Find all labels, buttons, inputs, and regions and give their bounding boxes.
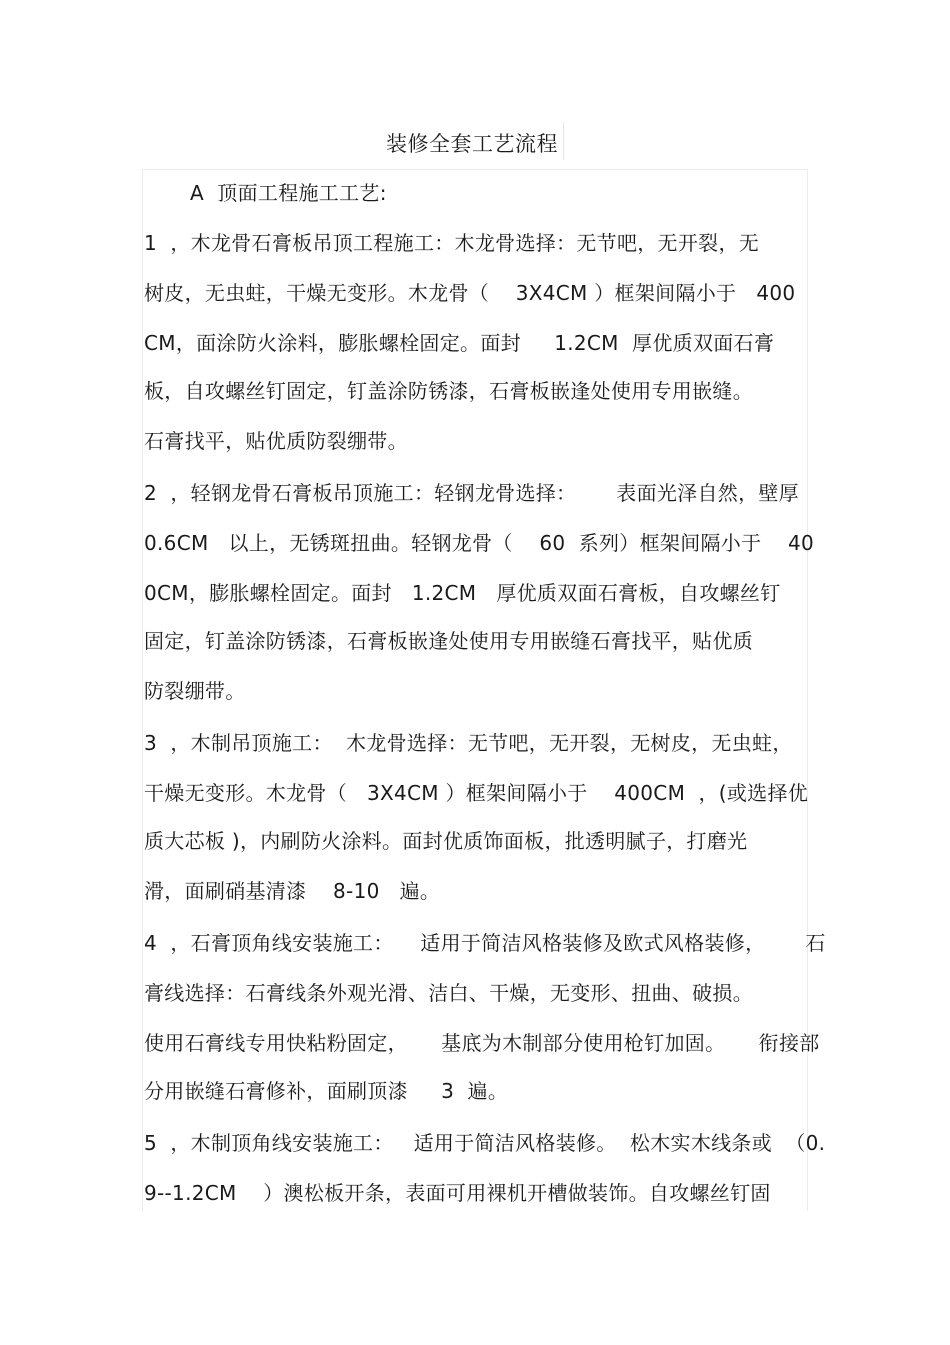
text-line: 使用石膏线专用快粘粉固定， 基底为木制部分使用枪钉加固。 衔接部 xyxy=(144,1031,820,1055)
text-line: 固定，钉盖涂防锈漆，石膏板嵌逢处使用专用嵌缝石膏找平，贴优质 xyxy=(144,629,753,653)
text-line: 2 ，轻钢龙骨石膏板吊顶施工：轻钢龙骨选择： 表面光泽自然，壁厚 xyxy=(144,481,799,505)
text-line: 树皮，无虫蛀，干燥无变形。木龙骨（ 3X4CM ）框架间隔小于 400 xyxy=(144,281,796,305)
title-divider xyxy=(563,122,564,160)
text-line: 9--1.2CM ）澳松板开条，表面可用裸机开槽做装饰。自攻螺丝钉固 xyxy=(144,1181,771,1205)
content-frame-top xyxy=(142,169,808,170)
document-title: 装修全套工艺流程 xyxy=(386,132,558,156)
text-line: 滑，面刷硝基清漆 8-10 遍。 xyxy=(144,879,441,903)
text-line: 质大芯板 )，内刷防火涂料。面封优质饰面板，批透明腻子，打磨光 xyxy=(144,829,748,853)
text-line: 4 ，石膏顶角线安装施工： 适用于简洁风格装修及欧式风格装修， 石 xyxy=(144,931,826,955)
section-heading: A 顶面工程施工工艺: xyxy=(190,181,387,205)
text-line: CM，面涂防火涂料，膨胀螺栓固定。面封 1.2CM 厚优质双面石膏 xyxy=(144,331,775,355)
text-line: 3 ，木制吊顶施工： 木龙骨选择：无节吧，无开裂，无树皮，无虫蛀， xyxy=(144,731,793,755)
text-line: 干燥无变形。木龙骨（ 3X4CM ）框架间隔小于 400CM ，(或选择优 xyxy=(144,781,809,805)
text-line: 板，自攻螺丝钉固定，钉盖涂防锈漆，石膏板嵌逢处使用专用嵌缝。 xyxy=(144,379,753,403)
text-line: 石膏找平，贴优质防裂绷带。 xyxy=(144,429,408,453)
text-line: 1 ，木龙骨石膏板吊顶工程施工：木龙骨选择：无节吧，无开裂，无 xyxy=(144,231,760,255)
text-line: 0CM，膨胀螺栓固定。面封 1.2CM 厚优质双面石膏板，自攻螺丝钉 xyxy=(144,581,781,605)
text-line: 防裂绷带。 xyxy=(144,679,246,703)
text-line: 0.6CM 以上，无锈斑扭曲。轻钢龙骨（ 60 系列）框架间隔小于 40 xyxy=(144,531,815,555)
text-line: 分用嵌缝石膏修补，面刷顶漆 3 遍。 xyxy=(144,1079,509,1103)
text-line: 5 ，木制顶角线安装施工： 适用于简洁风格装修。 松木实木线条或 （0. xyxy=(144,1131,826,1155)
text-line: 膏线选择：石膏线条外观光滑、洁白、干燥，无变形、扭曲、破损。 xyxy=(144,981,753,1005)
content-frame-left xyxy=(142,169,143,1211)
